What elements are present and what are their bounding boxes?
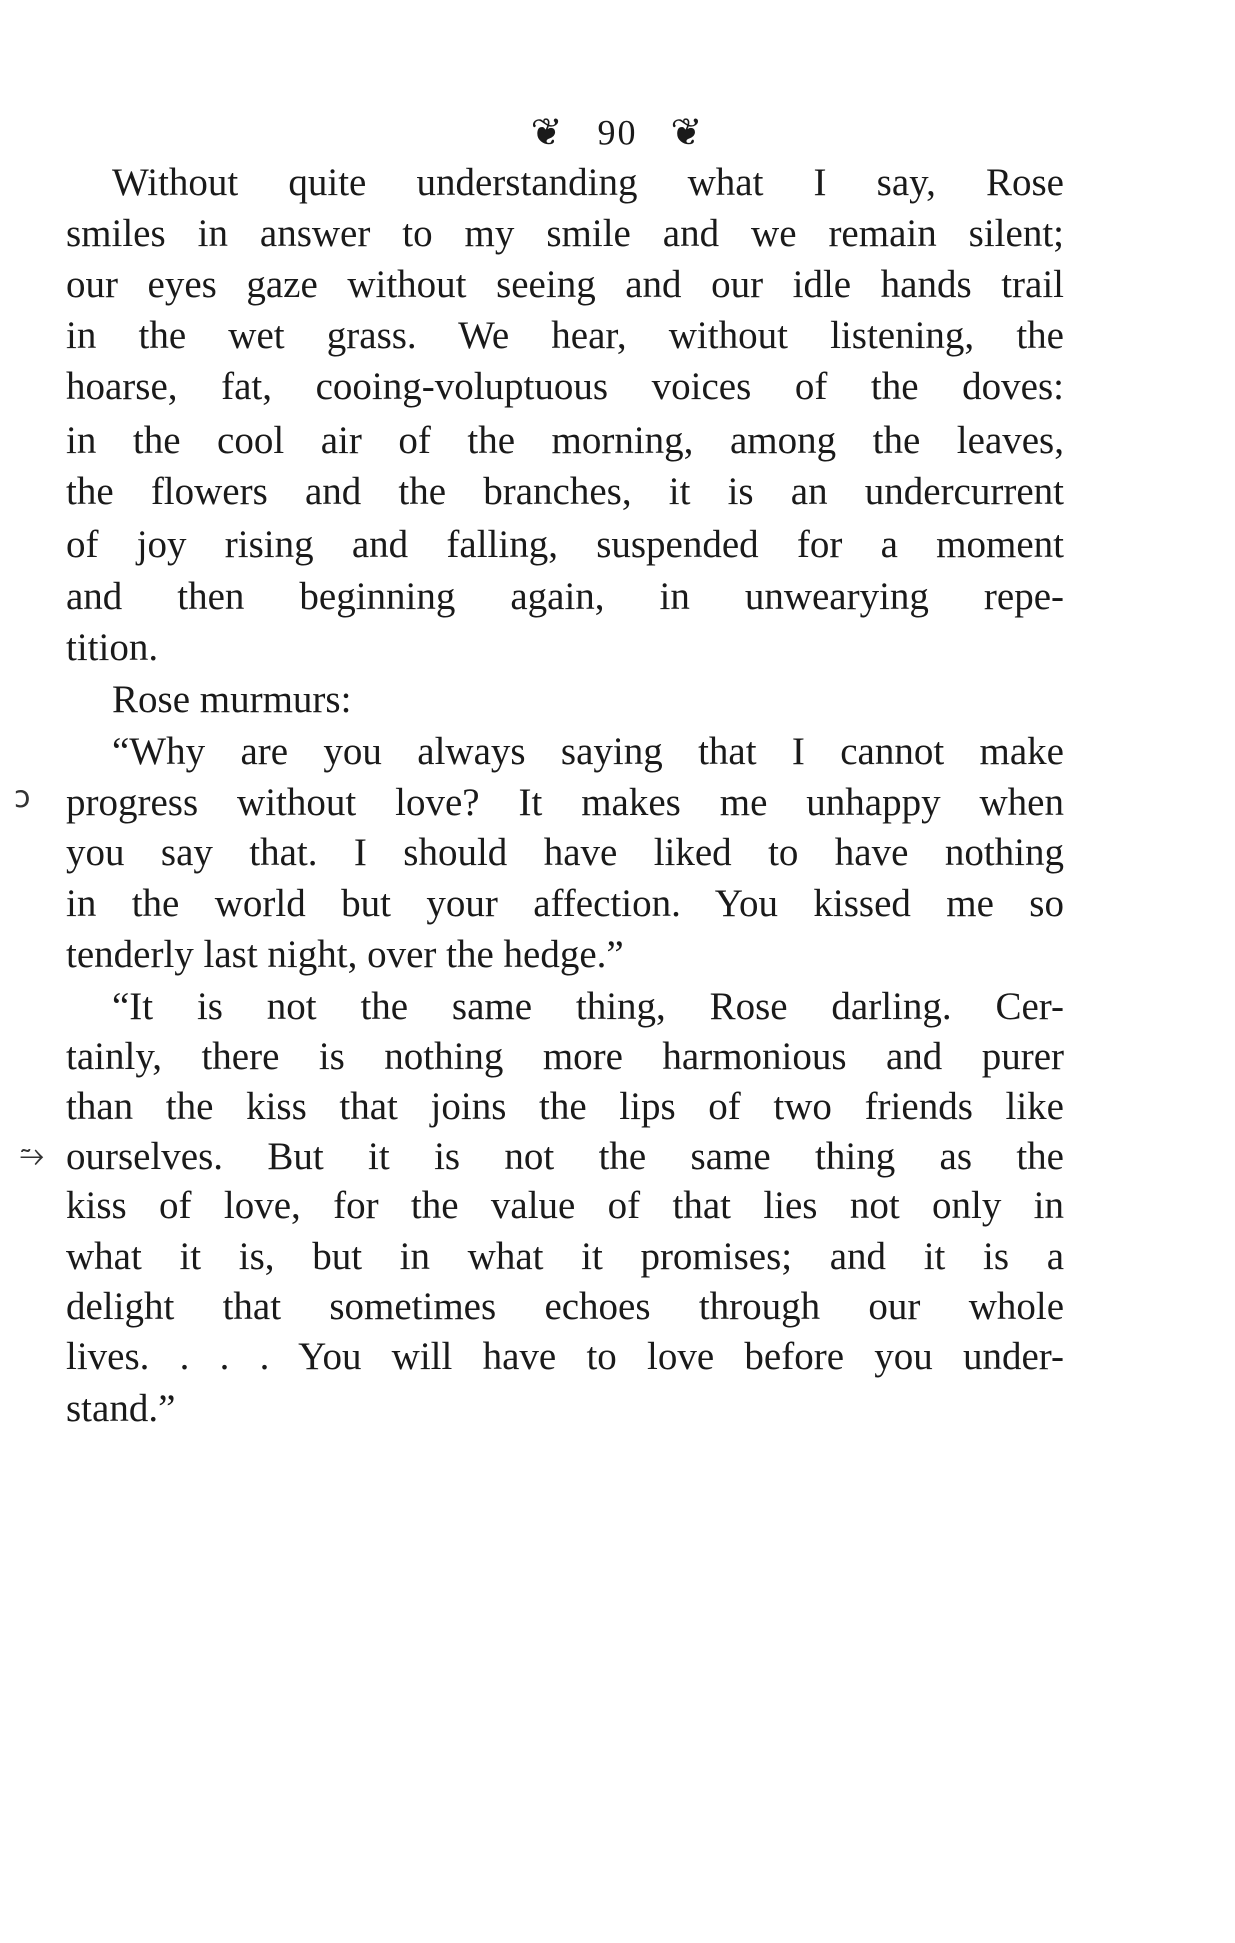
text-line: delight that sometimes echoes through our whole — [66, 1285, 1064, 1328]
text-line: smiles in answer to my smile and we remain silent; — [66, 212, 1064, 255]
text-line: tenderly last night, over the hedge.” — [66, 933, 624, 976]
text-line: “Why are you always saying that I cannot make — [112, 730, 1064, 773]
text-line: than the kiss that joins the lips of two friends like — [66, 1085, 1064, 1128]
text-line: what it is, but in what it promises; and it is a — [66, 1235, 1064, 1278]
ornament-right-icon: ❦ — [670, 112, 705, 155]
text-line: tainly, there is nothing more harmonious and purer — [66, 1035, 1064, 1078]
text-line: and then beginning again, in unwearying repe- — [66, 575, 1064, 618]
page-number: 90 — [597, 112, 638, 153]
text-line: you say that. I should have liked to have nothing — [66, 831, 1064, 874]
ornament-left-icon: ❦ — [530, 112, 565, 155]
page-header — [0, 108, 1235, 155]
text-line: progress without love? It makes me unhappy when — [66, 781, 1064, 824]
text-line: Without quite understanding what I say, Rose — [112, 161, 1064, 204]
text-line: kiss of love, for the value of that lies not only in — [66, 1184, 1064, 1227]
text-line: lives. . . . You will have to love before you under- — [66, 1335, 1064, 1378]
margin-annotation-mark: ↄ — [14, 780, 31, 815]
text-line: stand.” — [66, 1387, 176, 1430]
text-line: of joy rising and falling, suspended for a moment — [66, 523, 1064, 566]
text-line: ourselves. But it is not the same thing as the — [66, 1135, 1064, 1178]
text-line: in the world but your affection. You kissed me so — [66, 882, 1064, 925]
text-line: our eyes gaze without seeing and our idle hands trail — [66, 263, 1064, 306]
text-line: in the wet grass. We hear, without listening, the — [66, 314, 1064, 357]
text-line: Rose murmurs: — [112, 678, 352, 721]
text-line: in the cool air of the morning, among the leaves, — [66, 419, 1064, 462]
text-line: the flowers and the branches, it is an undercurrent — [66, 470, 1064, 513]
text-line: tition. — [66, 626, 159, 669]
text-line: hoarse, fat, cooing-voluptuous voices of the doves: — [66, 365, 1064, 408]
text-line: “It is not the same thing, Rose darling. Cer- — [112, 985, 1064, 1028]
margin-annotation-arrow-icon: ⥲ — [20, 1138, 44, 1173]
